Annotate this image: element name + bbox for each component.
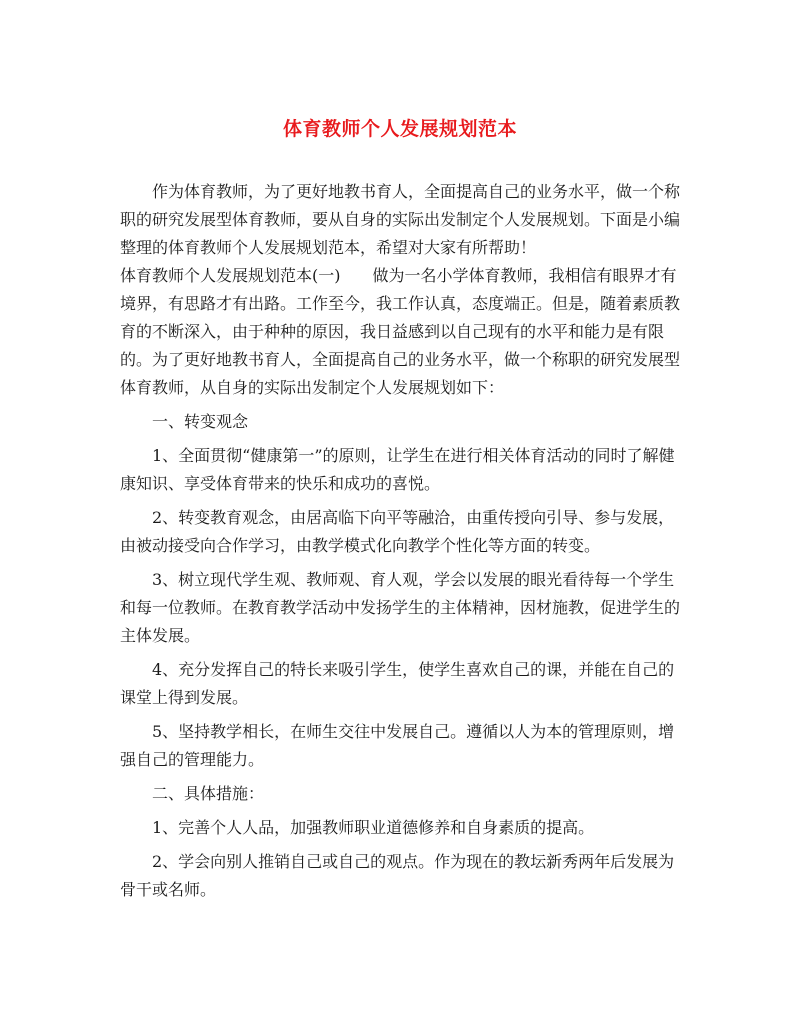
measure-item-1: 1、完善个人人品，加强教师职业道德修养和自身素质的提高。 — [152, 818, 595, 837]
list-item-5: 5、坚持教学相长，在师生交往中发展自己。遵循以人为本的管理原则，增强自己的管理能力。 — [120, 722, 675, 769]
section-heading-change-concepts: 一、转变观念 — [152, 412, 249, 431]
section-heading-measures: 二、具体措施： — [152, 784, 265, 803]
list-item-1: 1、全面贯彻“健康第一”的原则，让学生在进行相关体育活动的同时了解健康知识、享受体育带来的快乐和成功的喜悦。 — [120, 446, 675, 493]
document-title: 体育教师个人发展规划范本 — [282, 118, 517, 140]
document-body — [120, 178, 682, 904]
list-item-3: 3、树立现代学生观、教师观、育人观，学会以发展的眼光看待每一个学生和每一位教师。在教育教学活动中发扬学生的主体精神，因材施教，促进学生的主体发展。 — [120, 570, 681, 645]
list-item-4: 4、充分发挥自己的特长来吸引学生，使学生喜欢自己的课，并能在自己的课堂上得到发展。 — [120, 660, 675, 707]
list-item-2: 2、转变教育观念，由居高临下向平等融洽，由重传授向引导、参与发展，由被动接受向合作学习，由教学模式化向教学个性化等方面的转变。 — [120, 508, 675, 555]
measure-item-2: 2、学会向别人推销自己或自己的观点。作为现在的教坛新秀两年后发展为骨干或名师。 — [120, 852, 675, 899]
intro-paragraph: 作为体育教师，为了更好地教书育人，全面提高自己的业务水平，做一个称职的研究发展型体育教师，要从自身的实际出发制定个人发展规划。下面是小编整理的体育教师个人发展规划范本，希望对大家有所帮助！ — [120, 182, 681, 257]
plan-one-paragraph: 体育教师个人发展规划范本(一) 做为一名小学体育教师，我相信有眼界才有境界，有思路才有出路。工作至今，我工作认真，态度端正。但是，随着素质教育的不断深入，由于种种的原因，我日益感到以自己现有的水平和能力是有限的。为了更好地教书育人，全面提高自己的业务水平，做一个称职的研究发展型体育教师，从自身的实际出发制定个人发展规划如下： — [120, 266, 681, 397]
